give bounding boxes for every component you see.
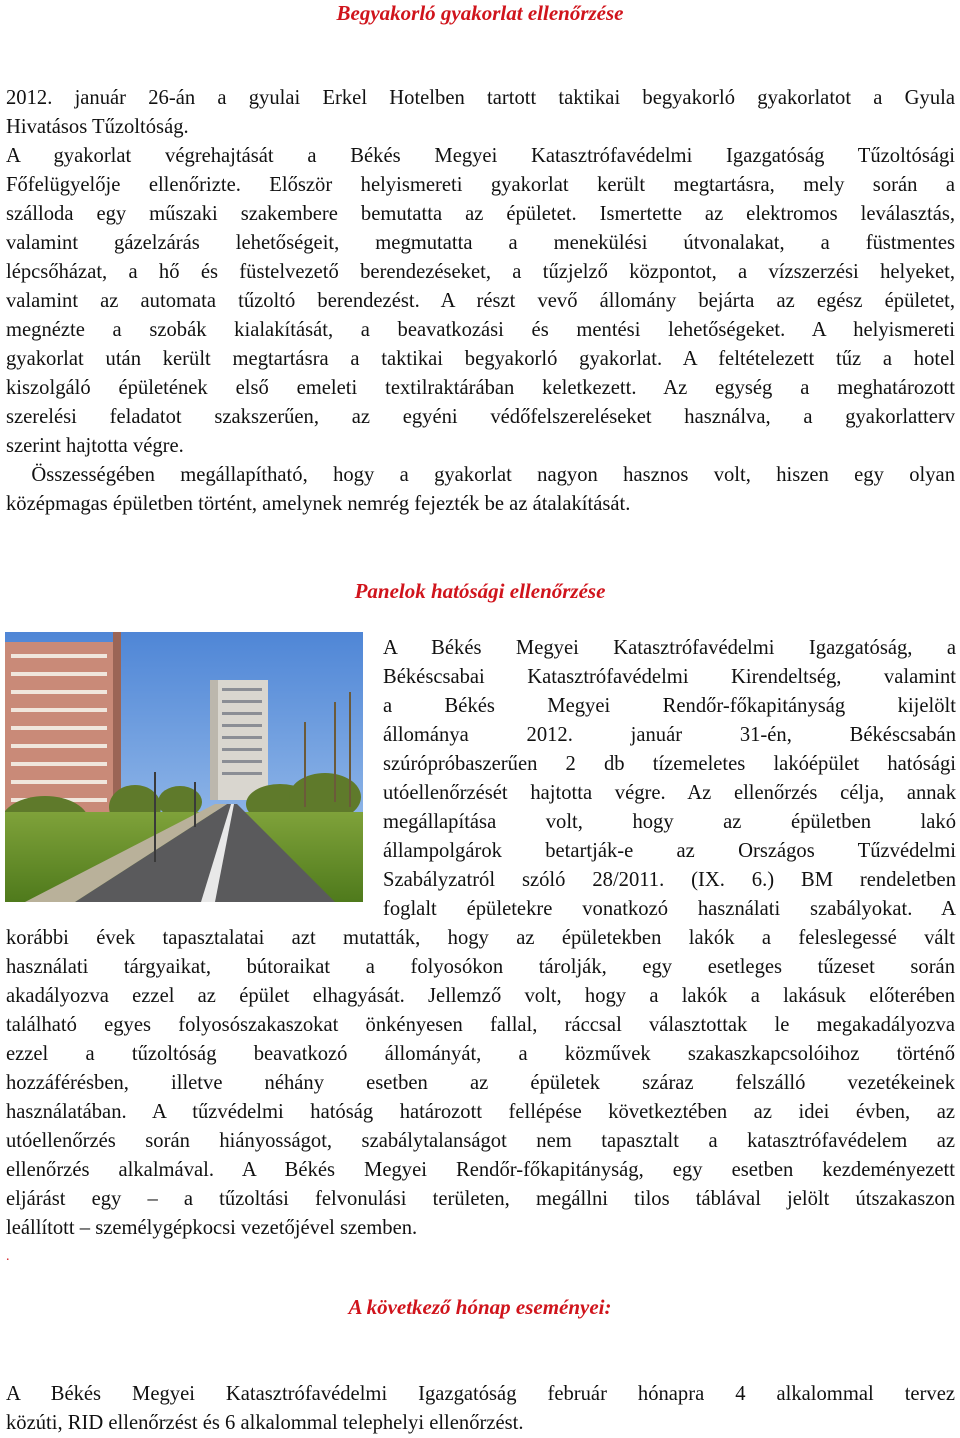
text-line: található egyes folyosószakaszokat önkényesen fallal, ráccsal választottak le megakadályozva <box>6 1014 955 1036</box>
text-line: megállapítása volt, hogy az épületben lakó <box>383 811 956 833</box>
text-line: szerint hajtotta végre. <box>6 435 184 457</box>
text-line: szúrópróbaszerűen 2 db tízemeletes lakóépület hatósági <box>383 753 956 775</box>
text-line: foglalt épületekre vonatkozó használati szabályokat. A <box>383 898 956 920</box>
text-line: Hivatásos Tűzoltóság. <box>6 116 189 138</box>
panel-buildings-photo <box>5 632 363 902</box>
text-line: utóellenőrzését hajtotta végre. Az ellenőrzés célja, annak <box>383 782 956 804</box>
section1-body <box>6 84 955 519</box>
text-line: állománya 2012. január 31-én, Békéscsabán <box>383 724 956 746</box>
text-line: közúti, RID ellenőrzést és 6 alkalommal telephelyi ellenőrzést. <box>6 1412 524 1434</box>
section-title-panelok: Panelok hatósági ellenőrzése <box>354 579 606 603</box>
text-line: A Békés Megyei Katasztrófavédelmi Igazgatóság február hónapra 4 alkalommal tervez <box>6 1383 955 1405</box>
text-line: utóellenőrzés során hiányosságot, szabálytalanságot nem tapasztalt a katasztrófavédelem az <box>6 1130 955 1152</box>
text-line: valamint az automata tűzoltó berendezést. A részt vevő állomány bejárta az egész épületet, <box>6 290 955 312</box>
text-line: használati tárgyaikat, bútoraikat a folyosókon tárolják, egy esetleges tűzeset során <box>6 956 955 978</box>
text-line: állampolgárok betartják-e az Országos Tűzvédelmi <box>383 840 956 862</box>
text-line: A gyakorlat végrehajtását a Békés Megyei Katasztrófavédelmi Igazgatóság Tűzoltósági <box>6 145 955 167</box>
text-line: 2012. január 26-án a gyulai Erkel Hotelben tartott taktikai begyakorló gyakorlatot a Gyula <box>6 87 955 109</box>
text-line: lépcsőházat, a hő és füstelvezető berendezéseket, a tűzjelző központot, a vízszerzési helyeket, <box>6 261 955 283</box>
text-line: megnézte a szobák kialakítását, a beavatkozási és mentési lehetőségeket. A helyismereti <box>6 319 955 341</box>
text-line: a Békés Megyei Rendőr-főkapitányság kijelölt <box>383 695 956 717</box>
text-line: használatában. A tűzvédelmi hatóság határozott fellépése következtében az idei évben, az <box>6 1101 955 1123</box>
section-title-begyakorlo: Begyakorló gyakorlat ellenőrzése <box>336 1 624 25</box>
text-line: középmagas épületben történt, amelynek nemrég fejezték be az átalakítását. <box>6 493 631 515</box>
text-line: ezzel a tűzoltóság beavatkozó állományát, a közművek szakaszkapcsolóihoz történő <box>6 1043 955 1065</box>
text-line: valamint gázelzárás lehetőségeit, megmutatta a menekülési útvonalakat, a füstmentes <box>6 232 955 254</box>
text-line: szálloda egy műszaki szakembere bemutatta az épületet. Ismertette az elektromos leválasztás, <box>6 203 955 225</box>
text-line: A Békés Megyei Katasztrófavédelmi Igazgatóság, a <box>383 637 956 659</box>
text-line: szerelési feladatot szakszerűen, az egyéni védőfelszereléseket használva, a gyakorlatterv <box>6 406 955 428</box>
section2-body <box>6 924 955 1243</box>
stray-dot: . <box>6 1249 10 1264</box>
text-line: hozzáférésben, illetve néhány esetben az épületek száraz felszálló vezetékeinek <box>6 1072 955 1094</box>
text-line: Szabályzatról szóló 28/2011. (IX. 6.) BM rendeletben <box>383 869 956 891</box>
text-line: kiszolgáló épületének első emeleti textilraktárában keletkezett. Az egység a meghatározott <box>6 377 955 399</box>
text-line: leállított – személygépkocsi vezetőjével szemben. <box>6 1217 418 1239</box>
text-line: akadályozva ezzel az épület elhagyását. Jellemző volt, hogy a lakók a lakásuk előterében <box>6 985 955 1007</box>
section-title-kovetkezo: A következő hónap eseményei: <box>348 1295 612 1319</box>
text-line: ellenőrzés alkalmával. A Békés Megyei Rendőr-főkapitányság, egy esetben kezdeményezett <box>6 1159 955 1181</box>
text-line: Összességében megállapítható, hogy a gyakorlat nagyon hasznos volt, hiszen egy olyan <box>6 464 955 486</box>
text-line: gyakorlat után került megtartásra a taktikai begyakorló gyakorlat. A feltételezett tűz a hotel <box>6 348 955 370</box>
text-line: Békéscsabai Katasztrófavédelmi Kirendeltség, valamint <box>383 666 956 688</box>
text-line: Főfelügyelője ellenőrizte. Először helyismereti gyakorlat került megtartásra, mely során a <box>6 174 955 196</box>
text-line: korábbi évek tapasztalatai azt mutatták, hogy az épületekben lakók a feleslegessé vált <box>6 927 955 949</box>
section3-body <box>6 1380 955 1438</box>
section2-right-column <box>383 634 956 924</box>
text-line: eljárást egy – a tűzoltási felvonulási területen, megállni tilos táblával jelölt útszakaszon <box>6 1188 955 1210</box>
